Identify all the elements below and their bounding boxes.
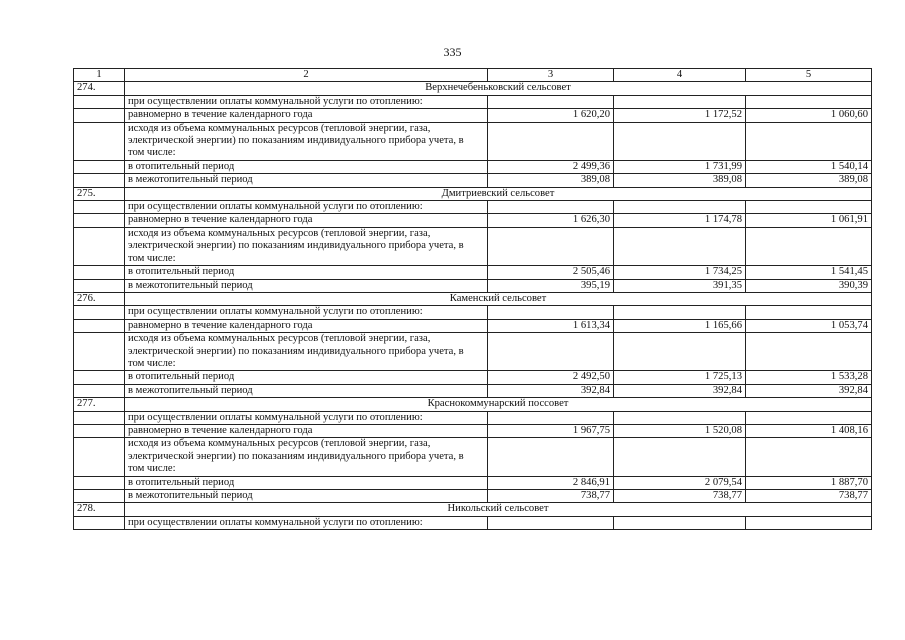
- value-cell: [614, 333, 746, 371]
- row-label: в межотопительный период: [125, 490, 488, 503]
- table-row: [74, 424, 872, 437]
- empty-cell: [74, 476, 125, 489]
- section-title: Верхнечебеньковский сельсовет: [125, 82, 872, 95]
- section-intro-row: [74, 201, 872, 214]
- row-label: в отопительный период: [125, 160, 488, 173]
- value-cell: [746, 227, 872, 265]
- empty-cell: [488, 516, 614, 529]
- table-row: [74, 160, 872, 173]
- column-header: 5: [746, 69, 872, 82]
- table-row: [74, 438, 872, 476]
- column-header-row: [74, 69, 872, 82]
- value-cell: 1 626,30: [488, 214, 614, 227]
- section-header-row: [74, 187, 872, 200]
- value-cell: [614, 227, 746, 265]
- table-row: [74, 333, 872, 371]
- table-row: [74, 122, 872, 160]
- empty-cell: [74, 95, 125, 108]
- table-row: [74, 476, 872, 489]
- section-intro-label: при осуществлении оплаты коммунальной услуги по отоплению:: [125, 306, 488, 319]
- value-cell: 392,84: [488, 384, 614, 397]
- empty-cell: [74, 279, 125, 292]
- value-cell: 1 533,28: [746, 371, 872, 384]
- value-cell: 2 499,36: [488, 160, 614, 173]
- table-row: [74, 266, 872, 279]
- table-row: [74, 384, 872, 397]
- empty-cell: [74, 109, 125, 122]
- section-header-row: [74, 503, 872, 516]
- value-cell: 1 620,20: [488, 109, 614, 122]
- column-header: 2: [125, 69, 488, 82]
- value-cell: [488, 333, 614, 371]
- row-label: исходя из объема коммунальных ресурсов (тепловой энергии, газа, электрической энергии) по показаниям индивидуального прибора учета, в том числе:: [125, 122, 488, 160]
- value-cell: 1 053,74: [746, 319, 872, 332]
- table-row: [74, 279, 872, 292]
- empty-cell: [614, 411, 746, 424]
- value-cell: 1 731,99: [614, 160, 746, 173]
- value-cell: 395,19: [488, 279, 614, 292]
- empty-cell: [746, 306, 872, 319]
- empty-cell: [74, 490, 125, 503]
- value-cell: [614, 122, 746, 160]
- column-header: 3: [488, 69, 614, 82]
- row-label: в отопительный период: [125, 266, 488, 279]
- section-title: Никольский сельсовет: [125, 503, 872, 516]
- empty-cell: [74, 201, 125, 214]
- section-intro-row: [74, 95, 872, 108]
- table-row: [74, 371, 872, 384]
- value-cell: 1 541,45: [746, 266, 872, 279]
- section-number: 274.: [74, 82, 125, 95]
- value-cell: 2 492,50: [488, 371, 614, 384]
- section-intro-row: [74, 411, 872, 424]
- row-label: в межотопительный период: [125, 174, 488, 187]
- empty-cell: [614, 306, 746, 319]
- empty-cell: [74, 122, 125, 160]
- value-cell: 1 408,16: [746, 424, 872, 437]
- value-cell: 2 505,46: [488, 266, 614, 279]
- empty-cell: [74, 424, 125, 437]
- value-cell: [488, 122, 614, 160]
- column-header: 1: [74, 69, 125, 82]
- row-label: равномерно в течение календарного года: [125, 424, 488, 437]
- empty-cell: [614, 516, 746, 529]
- tariff-table-body: [74, 69, 872, 530]
- empty-cell: [74, 516, 125, 529]
- section-intro-row: [74, 516, 872, 529]
- value-cell: [488, 438, 614, 476]
- empty-cell: [614, 95, 746, 108]
- tariff-table: [73, 68, 872, 530]
- empty-cell: [74, 384, 125, 397]
- section-intro-row: [74, 306, 872, 319]
- value-cell: 392,84: [746, 384, 872, 397]
- section-header-row: [74, 398, 872, 411]
- row-label: исходя из объема коммунальных ресурсов (тепловой энергии, газа, электрической энергии) по показаниям индивидуального прибора учета, в том числе:: [125, 438, 488, 476]
- value-cell: 738,77: [614, 490, 746, 503]
- value-cell: 1 172,52: [614, 109, 746, 122]
- value-cell: 1 540,14: [746, 160, 872, 173]
- section-number: 278.: [74, 503, 125, 516]
- section-intro-label: при осуществлении оплаты коммунальной услуги по отоплению:: [125, 411, 488, 424]
- empty-cell: [74, 266, 125, 279]
- empty-cell: [746, 516, 872, 529]
- value-cell: 389,08: [488, 174, 614, 187]
- empty-cell: [74, 227, 125, 265]
- value-cell: 1 165,66: [614, 319, 746, 332]
- empty-cell: [488, 306, 614, 319]
- row-label: исходя из объема коммунальных ресурсов (тепловой энергии, газа, электрической энергии) по показаниям индивидуального прибора учета, в том числе:: [125, 227, 488, 265]
- empty-cell: [74, 371, 125, 384]
- section-intro-label: при осуществлении оплаты коммунальной услуги по отоплению:: [125, 201, 488, 214]
- empty-cell: [74, 306, 125, 319]
- table-row: [74, 214, 872, 227]
- empty-cell: [614, 201, 746, 214]
- section-number: 276.: [74, 292, 125, 305]
- value-cell: 738,77: [488, 490, 614, 503]
- value-cell: 389,08: [614, 174, 746, 187]
- value-cell: 1 520,08: [614, 424, 746, 437]
- value-cell: 1 174,78: [614, 214, 746, 227]
- value-cell: 1 061,91: [746, 214, 872, 227]
- section-number: 275.: [74, 187, 125, 200]
- table-row: [74, 109, 872, 122]
- row-label: равномерно в течение календарного года: [125, 214, 488, 227]
- value-cell: 2 846,91: [488, 476, 614, 489]
- table-row: [74, 227, 872, 265]
- empty-cell: [74, 319, 125, 332]
- row-label: в межотопительный период: [125, 279, 488, 292]
- value-cell: 1 613,34: [488, 319, 614, 332]
- value-cell: 2 079,54: [614, 476, 746, 489]
- value-cell: 390,39: [746, 279, 872, 292]
- value-cell: [488, 227, 614, 265]
- section-intro-label: при осуществлении оплаты коммунальной услуги по отоплению:: [125, 95, 488, 108]
- empty-cell: [746, 201, 872, 214]
- row-label: в отопительный период: [125, 476, 488, 489]
- value-cell: 738,77: [746, 490, 872, 503]
- section-title: Каменский сельсовет: [125, 292, 872, 305]
- value-cell: [746, 122, 872, 160]
- empty-cell: [74, 174, 125, 187]
- empty-cell: [488, 95, 614, 108]
- section-header-row: [74, 82, 872, 95]
- empty-cell: [746, 411, 872, 424]
- empty-cell: [74, 214, 125, 227]
- table-row: [74, 490, 872, 503]
- value-cell: 1 725,13: [614, 371, 746, 384]
- empty-cell: [488, 201, 614, 214]
- value-cell: [614, 438, 746, 476]
- empty-cell: [746, 95, 872, 108]
- column-header: 4: [614, 69, 746, 82]
- section-number: 277.: [74, 398, 125, 411]
- empty-cell: [74, 411, 125, 424]
- section-header-row: [74, 292, 872, 305]
- table-row: [74, 319, 872, 332]
- empty-cell: [74, 160, 125, 173]
- value-cell: 391,35: [614, 279, 746, 292]
- row-label: исходя из объема коммунальных ресурсов (тепловой энергии, газа, электрической энергии) по показаниям индивидуального прибора учета, в том числе:: [125, 333, 488, 371]
- value-cell: 1 967,75: [488, 424, 614, 437]
- section-title: Дмитриевский сельсовет: [125, 187, 872, 200]
- page-number: 335: [443, 45, 462, 59]
- value-cell: 392,84: [614, 384, 746, 397]
- value-cell: 1 060,60: [746, 109, 872, 122]
- empty-cell: [74, 333, 125, 371]
- value-cell: [746, 438, 872, 476]
- value-cell: 1 887,70: [746, 476, 872, 489]
- empty-cell: [74, 438, 125, 476]
- table-row: [74, 174, 872, 187]
- row-label: равномерно в течение календарного года: [125, 319, 488, 332]
- value-cell: 1 734,25: [614, 266, 746, 279]
- row-label: в межотопительный период: [125, 384, 488, 397]
- value-cell: 389,08: [746, 174, 872, 187]
- empty-cell: [488, 411, 614, 424]
- section-title: Краснокоммунарский поссовет: [125, 398, 872, 411]
- row-label: равномерно в течение календарного года: [125, 109, 488, 122]
- row-label: в отопительный период: [125, 371, 488, 384]
- value-cell: [746, 333, 872, 371]
- section-intro-label: при осуществлении оплаты коммунальной услуги по отоплению:: [125, 516, 488, 529]
